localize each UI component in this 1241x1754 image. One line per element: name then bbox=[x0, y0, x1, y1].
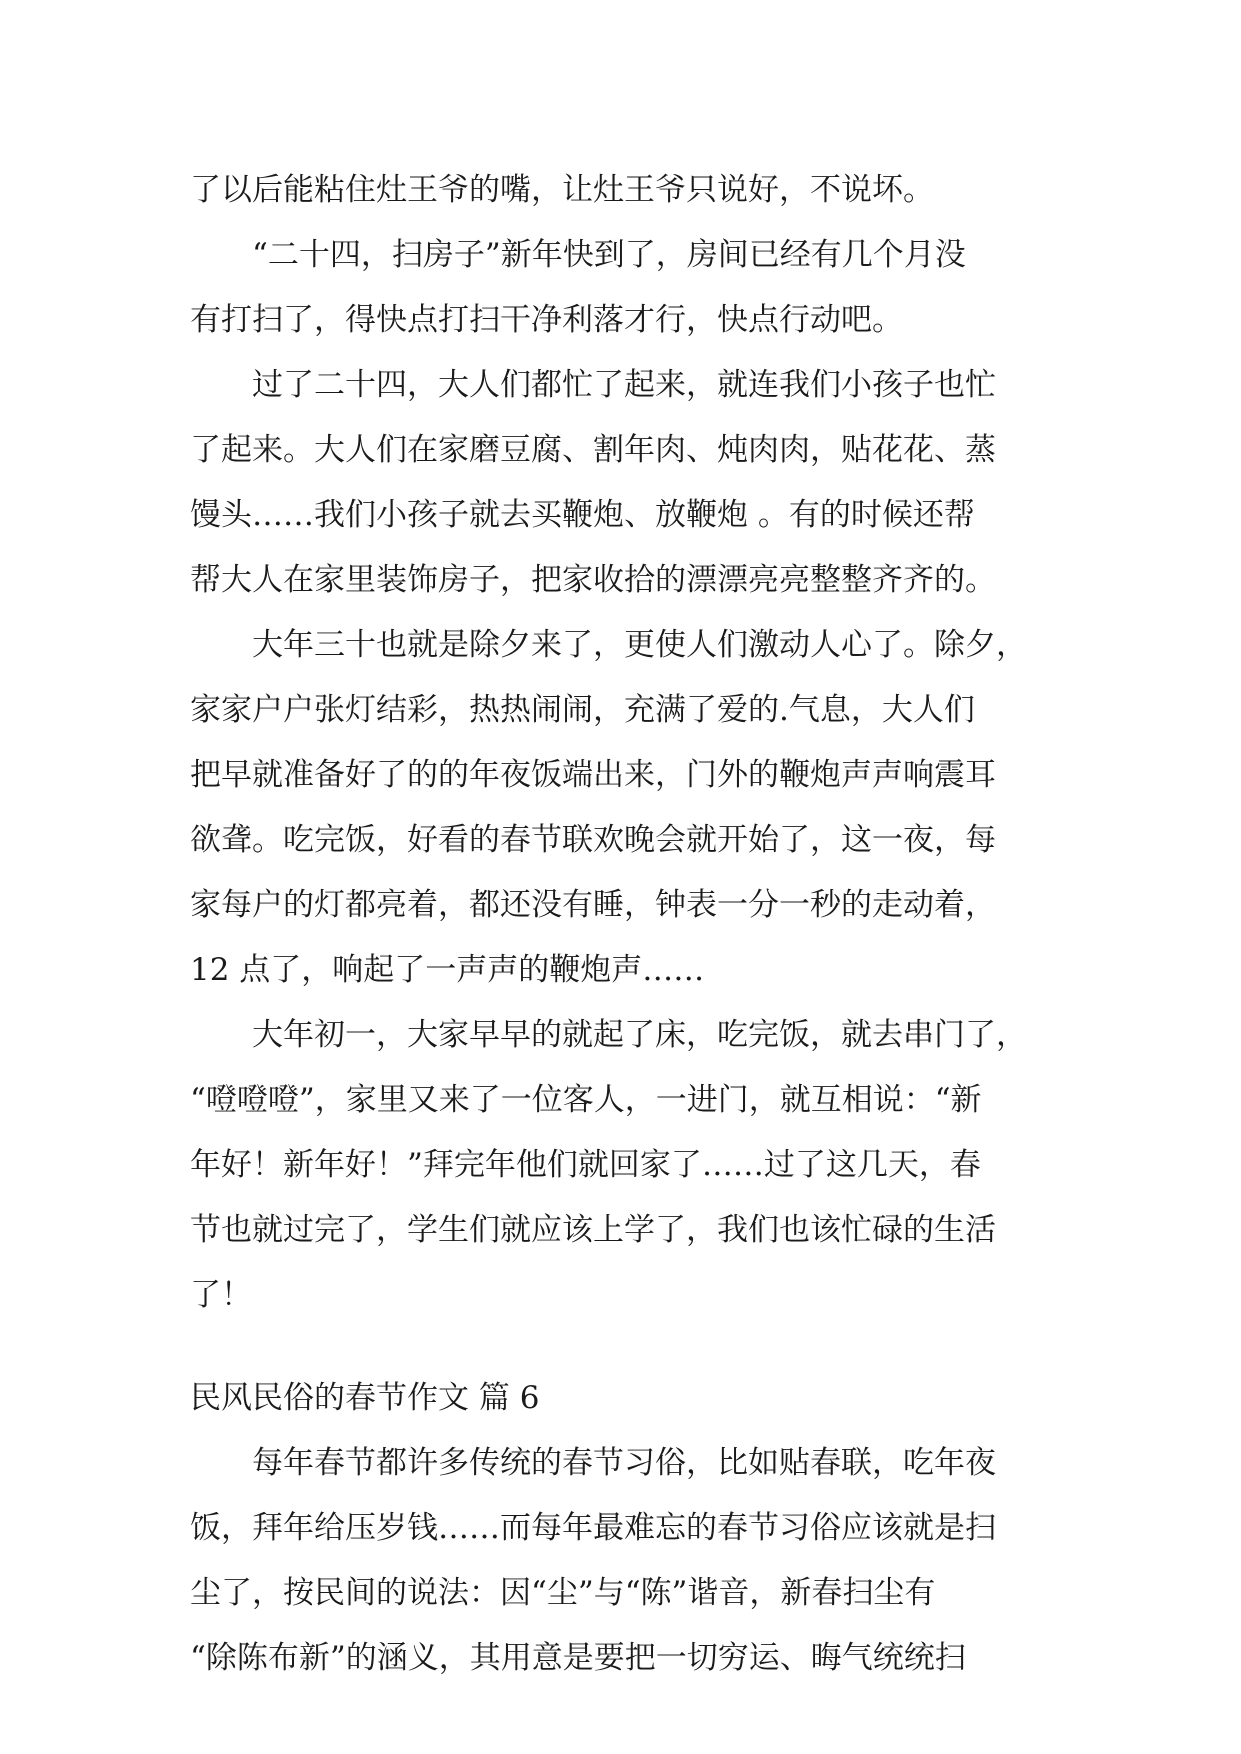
text-line: “二十四，扫房子”新年快到了，房间已经有几个月没 bbox=[252, 237, 966, 273]
text-line: 家家户户张灯结彩，热热闹闹，充满了爱的.气息，大人们 bbox=[190, 692, 975, 728]
text-line: 把早就准备好了的的年夜饭端出来，门外的鞭炮声声响震耳 bbox=[190, 757, 996, 793]
text-line: 了以后能粘住灶王爷的嘴，让灶王爷只说好，不说坏。 bbox=[190, 172, 934, 208]
text-line: 馒头……我们小孩子就去买鞭炮、放鞭炮 。有的时候还帮 bbox=[190, 497, 975, 533]
text-line: 了！ bbox=[190, 1277, 252, 1313]
text-line: 欲聋。吃完饭，好看的春节联欢晚会就开始了，这一夜，每 bbox=[190, 822, 996, 858]
text-line: 12 点了，响起了一声声的鞭炮声…… bbox=[190, 952, 705, 988]
text-line: 大年初一，大家早早的就起了床，吃完饭，就去串门了， bbox=[252, 1017, 1027, 1053]
text-line: 饭，拜年给压岁钱……而每年最难忘的春节习俗应该就是扫 bbox=[190, 1510, 996, 1546]
text-line: 尘了，按民间的说法：因“尘”与“陈”谐音，新春扫尘有 bbox=[190, 1575, 936, 1611]
text-line: 了起来。大人们在家磨豆腐、割年肉、炖肉肉，贴花花、蒸 bbox=[190, 432, 996, 468]
text-line: 节也就过完了，学生们就应该上学了，我们也该忙碌的生活 bbox=[190, 1212, 996, 1248]
text-line: “噔噔噔”，家里又来了一位客人，一进门，就互相说：“新 bbox=[190, 1082, 982, 1118]
text-line: 家每户的灯都亮着，都还没有睡，钟表一分一秒的走动着， bbox=[190, 887, 996, 923]
text-line: 年好！新年好！”拜完年他们就回家了……过了这几天，春 bbox=[190, 1147, 981, 1183]
text-line: “除陈布新”的涵义，其用意是要把一切穷运、晦气统统扫 bbox=[190, 1640, 966, 1676]
text-line: 帮大人在家里装饰房子，把家收拾的漂漂亮亮整整齐齐的。 bbox=[190, 562, 996, 598]
text-line: 有打扫了，得快点打扫干净利落才行，快点行动吧。 bbox=[190, 302, 903, 338]
document-body bbox=[190, 158, 1090, 1691]
text-line: 过了二十四，大人们都忙了起来，就连我们小孩子也忙 bbox=[252, 367, 996, 403]
text-line: 大年三十也就是除夕来了，更使人们激动人心了。除夕， bbox=[252, 627, 1027, 663]
section-heading: 民风民俗的春节作文 篇 6 bbox=[190, 1380, 540, 1416]
text-line: 每年春节都许多传统的春节习俗，比如贴春联，吃年夜 bbox=[252, 1445, 996, 1481]
